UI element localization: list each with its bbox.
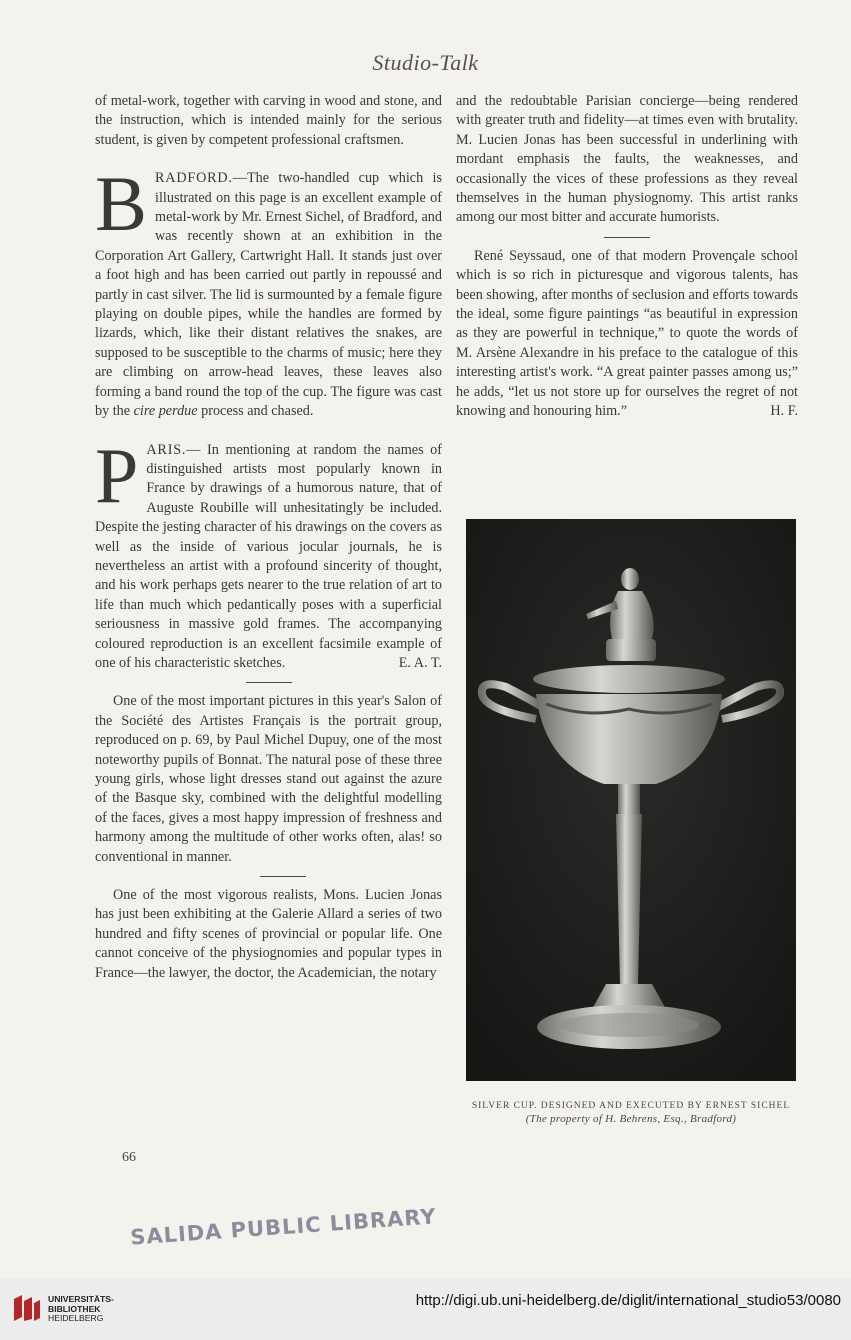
dropcap-p: P [95, 431, 139, 519]
section-rule [246, 682, 292, 683]
section-rule [260, 876, 306, 877]
bradford-text: —The two-handled cup which is illustrated on this page is an excellent example of metal-work by Mr. Ernest Sichel, of Bradford, and was recently shown at an exhibition in the Corporation Art Gallery, Cartwright Hall. It stands just over a foot high and has been carried out partly in repoussé and partly in cast silver. The lid is surmounted by a female figure playing on double pipes, while the handles are formed by lizards, which, like their distant relatives the snakes, are supposed to be susceptible to the charms of music; here they are climbing on arrow-head leaves, these leaves also forming a band round the top of the cup. The figure was cast by the [95, 170, 442, 420]
paris-signature: E. A. T. [398, 654, 442, 671]
source-url-link[interactable]: http://digi.ub.uni-heidelberg.de/diglit/international_studio53/0080 [415, 1292, 841, 1309]
jonas-paragraph: One of the most vigorous realists, Mons. Lucien Jonas has just been exhibiting at the Galerie Allard a series of two hundred and fifty scenes of provincial or popular life. One cannot conceive of the physiognomies and popular types in France—the lawyer, the doctor, the Academician, the notary [95, 887, 442, 981]
library-stamp: SALIDA PUBLIC LIBRARY [129, 1204, 438, 1250]
silver-cup-photograph [466, 519, 796, 1081]
left-column [95, 92, 442, 983]
bradford-lead: RADFORD. [155, 170, 233, 187]
silver-cup-illustration [466, 519, 796, 1081]
seyssaud-paragraph [456, 247, 798, 422]
running-head: Studio-Talk [372, 50, 479, 75]
caption-title: SILVER CUP. DESIGNED AND EXECUTED BY ERNEST SICHEL [471, 1101, 791, 1111]
library-name-line2: BIBLIOTHEK [48, 1303, 101, 1314]
cup-lid [533, 665, 725, 693]
section-rule [604, 237, 650, 238]
paris-lead: ARIS. [146, 441, 187, 458]
bradford-paragraph [95, 160, 442, 421]
seyssaud-signature: H. F. [770, 403, 798, 420]
caption-ownership: (The property of H. Behrens, Esq., Bradford) [525, 1113, 737, 1125]
bradford-tail: process and chased. [201, 403, 314, 420]
footer-bar [0, 1278, 851, 1340]
library-name-line1: UNIVERSITÄTS- [48, 1294, 114, 1304]
library-name-line3: HEIDELBERG [48, 1313, 104, 1323]
library-name [48, 1295, 114, 1324]
intro-paragraph: of metal-work, together with carving in wood and stone, and the instruction, which is intended mainly for the serious student, is given by competent professional craftsmen. [95, 93, 442, 148]
paris-text: — In mentioning at random the names of distinguished artists most popularly known in France by drawings of a humorous nature, that of Auguste Roubille will unhesitatingly be included. Despite the jesting character of his drawings on the covers as well as the inside of various jocular journals, he is nevertheless an artist with a profound sincerity of thought, and his work perhaps gets nearer to the true relation of art to life than much which pedantically poses with a superficial seriousness in massive gold frames. The accompanying coloured reproduction is an excellent facsimile example of one of his characteristic sketches. [95, 441, 442, 671]
dropcap-b: B [95, 160, 148, 248]
page-number: 66 [122, 1150, 136, 1165]
university-library-logo-icon[interactable] [8, 1291, 44, 1327]
paris-paragraph [95, 431, 442, 674]
bradford-italic: cire perdue [133, 403, 198, 420]
right-column [456, 92, 798, 422]
cup-stem [616, 814, 642, 984]
figure-caption [456, 1100, 806, 1126]
jonas-continued-paragraph: and the redoubtable Parisian concierge—being rendered with greater truth and fidelity—at times even with brutality. M. Lucien Jonas has been successful in underlining with mordant emphasis the faults, the weaknesses, and occasionally the vices of these professions as they reveal themselves in the human physiognomy. This artist ranks among our most bitter and accurate humorists. [456, 93, 798, 226]
seyssaud-text: René Seyssaud, one of that modern Provençale school which is so rich in picturesque and vigorous talents, has been showing, after months of seclusion and efforts towards the ideal, some figure paintings “as beautiful in expression as they are powerful in technique,” to quote the words of M. Arsène Alexandre in his preface to the catalogue of this interesting artist's work. “A great painter passes among us;” he adds, “let us not store up for ourselves the regret of not knowing and honouring him.” [456, 247, 798, 420]
salon-paragraph: One of the most important pictures in this year's Salon of the Société des Artistes Français is the portrait group, reproduced on p. 69, by Paul Michel Dupuy, one of the most noteworthy pupils of Bonnat. The natural pose of these three young girls, whose light dresses stand out against the azure of the Basque sky, combined with the delightful modelling of the faces, gives a most happy impression of freshness and harmony among the multitude of other works often, alas! so conventional in manner. [95, 693, 442, 865]
